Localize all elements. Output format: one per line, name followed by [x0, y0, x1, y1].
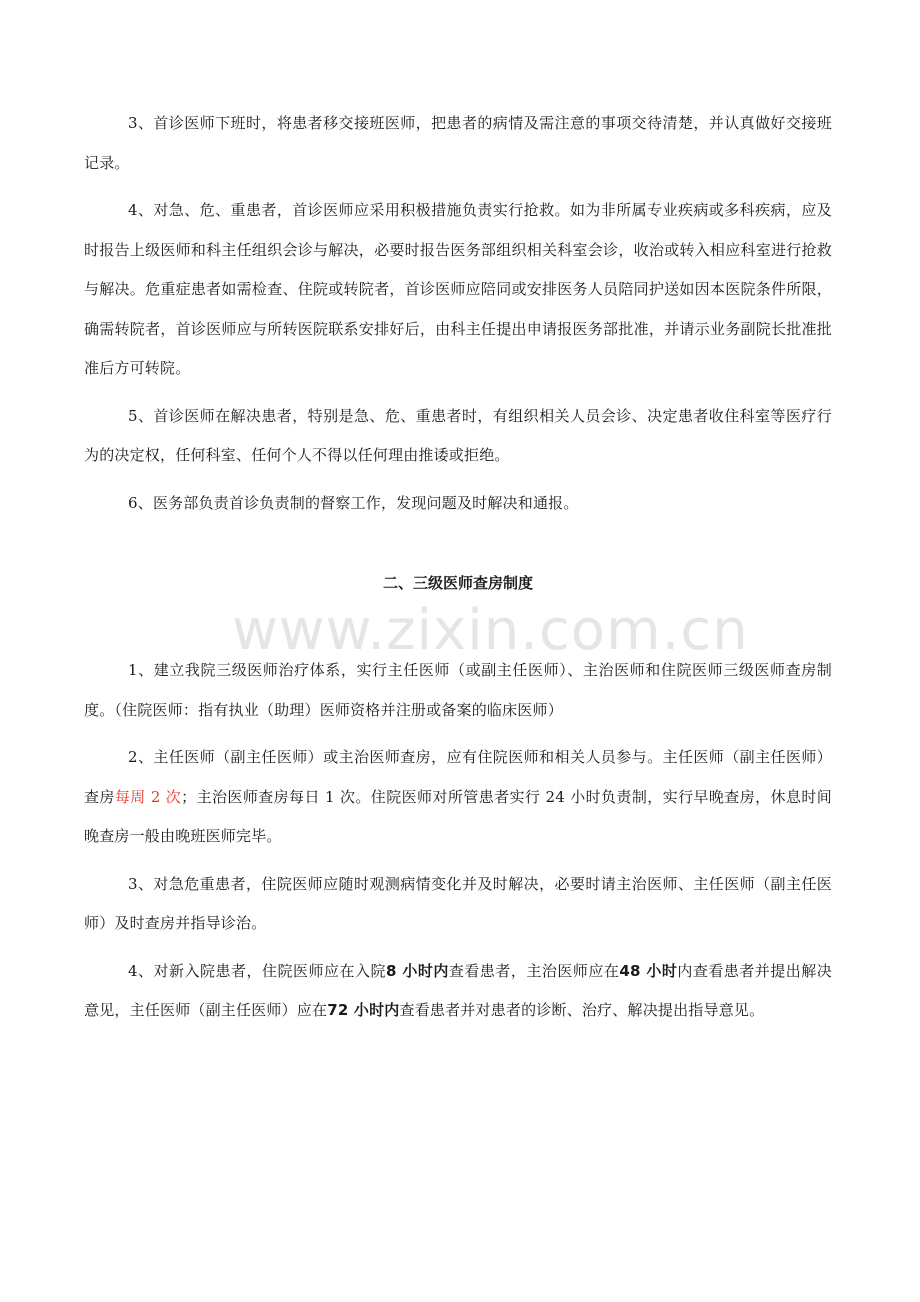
text-run: 查看患者并对患者的诊断、治疗、解决提出指导意见。 — [399, 1001, 765, 1019]
text-run: 2、主任医师（副主任医师）或主治医师查房，应有住院医师和相关人员参与。主任医师（副主任医师）查房 — [84, 748, 832, 806]
bold-text: 8 小时内 — [386, 961, 449, 980]
document-page — [84, 104, 832, 1031]
section-heading: 二、三级医师查房制度 — [382, 574, 533, 592]
paragraph-s1-5: 5、首诊医师在解决患者，特别是急、危、重患者时，有组织相关人员会诊、决定患者收住科室等医疗行为的决定权，任何科室、任何个人不得以任何理由推诿或拒绝。 — [84, 406, 832, 464]
bold-text: 48 小时 — [619, 961, 678, 980]
bold-text: 72 小时内 — [327, 1001, 400, 1019]
paragraph-s2-4 — [84, 952, 832, 1031]
text-run: 内查看患者并提出解决意见，主任医师（副主任医师）应在 — [84, 961, 832, 1019]
text-run: 4、对新入院患者，住院医师应在入院 — [128, 961, 386, 980]
watermark: www.zixin.com.cn — [232, 598, 749, 663]
paragraph-s1-3: 3、首诊医师下班时，将患者移交接班医师，把患者的病情及需注意的事项交待清楚，并认真做好交接班记录。 — [84, 114, 832, 172]
paragraph-s2-1: 1、建立我院三级医师治疗体系，实行主任医师（或副主任医师）、主治医师和住院医师三级医师查房制度。（住院医师：指有执业（助理）医师资格并注册或备案的临床医师） — [84, 661, 832, 719]
paragraph-s1-6: 6、医务部负责首诊负责制的督察工作，发现问题及时解决和通报。 — [128, 493, 579, 512]
paragraph-s1-4: 4、对急、危、重患者，首诊医师应采用积极措施负责实行抢救。如为非所属专业疾病或多科疾病，应及时报告上级医师和科主任组织会诊与解决，必要时报告医务部组织相关科室会诊，收治或转入相应科室进行抢救与解决。危重症患者如需检查、住院或转院者，首诊医师应陪同或安排医务人员陪同护送如因本医院条件所限，确需转院者，首诊医师应与所转医院联系安排好后，由科主任提出申请报医务部批准，并请示业务副院长批准批准后方可转院。 — [84, 201, 832, 377]
text-run: ；主治医师查房每日 1 次。住院医师对所管患者实行 24 小时负责制，实行早晚查房，休息时间晚查房一般由晚班医师完毕。 — [84, 787, 832, 845]
text-run: 查看患者，主治医师应在 — [448, 961, 620, 980]
paragraph-s2-2 — [84, 738, 832, 857]
highlight-text: 每周 2 次 — [114, 787, 182, 806]
paragraph-s2-3: 3、对急危重患者，住院医师应随时观测病情变化并及时解决，必要时请主治医师、主任医师（副主任医师）及时查房并指导诊治。 — [84, 874, 832, 932]
